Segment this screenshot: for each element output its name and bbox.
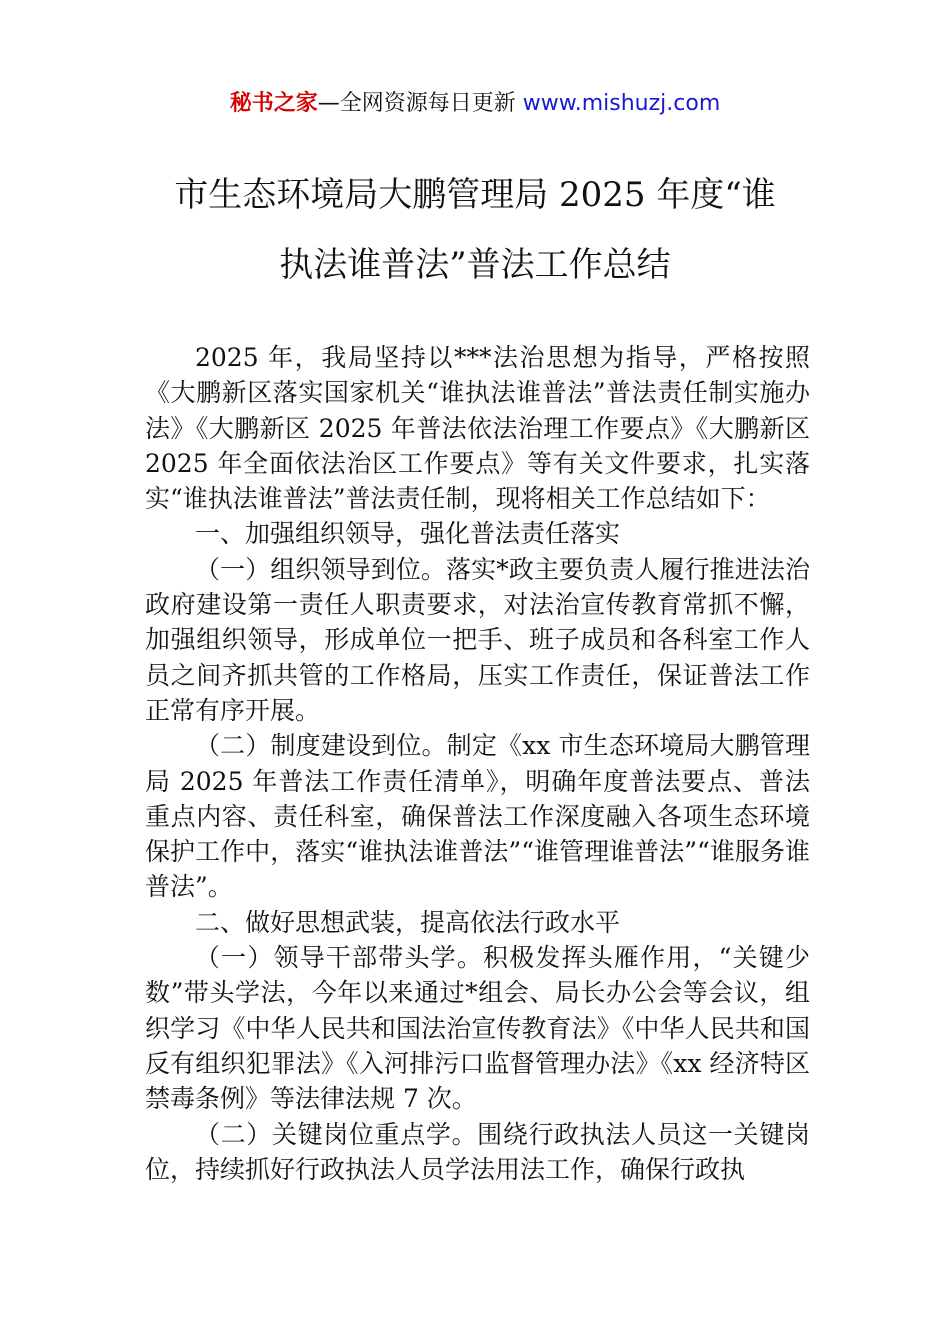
body-paragraph: （一）领导干部带头学。积极发挥头雁作用，“关键少数”带头学法，今年以来通过*组会、局长办公会等会议，组织学习《中华人民共和国法治宣传教育法》《中华人民共和国反有组织犯罪法》《入河排污口监督管理办法》《xx 经济特区禁毒条例》等法律法规 7 次。 bbox=[145, 943, 810, 1114]
site-tagline: —全网资源每日更新 bbox=[317, 91, 516, 116]
title-line-1: 市生态环境局大鹏管理局 2025 年度“谁 bbox=[174, 175, 776, 215]
body-paragraph: （二）制度建设到位。制定《xx 市生态环境局大鹏管理局 2025 年普法工作责任清单》，明确年度普法要点、普法重点内容、责任科室，确保普法工作深度融入各项生态环境保护工作中，落实“谁执法谁普法”“谁管理谁普法”“谁服务谁普法”。 bbox=[145, 731, 810, 902]
body-paragraph: （一）组织领导到位。落实*政主要负责人履行推进法治政府建设第一责任人职责要求，对法治宣传教育常抓不懈，加强组织领导，形成单位一把手、班子成员和各科室工作人员之间齐抓共管的工作格局，压实工作责任，保证普法工作正常有序开展。 bbox=[145, 554, 810, 725]
section-heading-1: 一、加强组织领导，强化普法责任落实 bbox=[195, 519, 621, 549]
section-heading-2: 二、做好思想武装，提高依法行政水平 bbox=[195, 907, 621, 937]
title-line-2: 执法谁普法”普法工作总结 bbox=[279, 245, 671, 285]
site-brand: 秘书之家 bbox=[229, 91, 318, 116]
site-url-link[interactable]: www.mishuzj.com bbox=[522, 91, 721, 116]
document-body bbox=[145, 340, 810, 1187]
document-title bbox=[120, 160, 830, 300]
site-banner bbox=[0, 88, 950, 120]
intro-paragraph: 2025 年，我局坚持以***法治思想为指导，严格按照《大鹏新区落实国家机关“谁执法谁普法”普法责任制实施办法》《大鹏新区 2025 年普法依法治理工作要点》《大鹏新区 2025 年全面依法治区工作要点》等有关文件要求，扎实落实“谁执法谁普法”普法责任制，现将相关工作总结如下： bbox=[145, 343, 810, 514]
body-paragraph: （二）关键岗位重点学。围绕行政执法人员这一关键岗位，持续抓好行政执法人员学法用法工作，确保行政执 bbox=[145, 1119, 810, 1184]
